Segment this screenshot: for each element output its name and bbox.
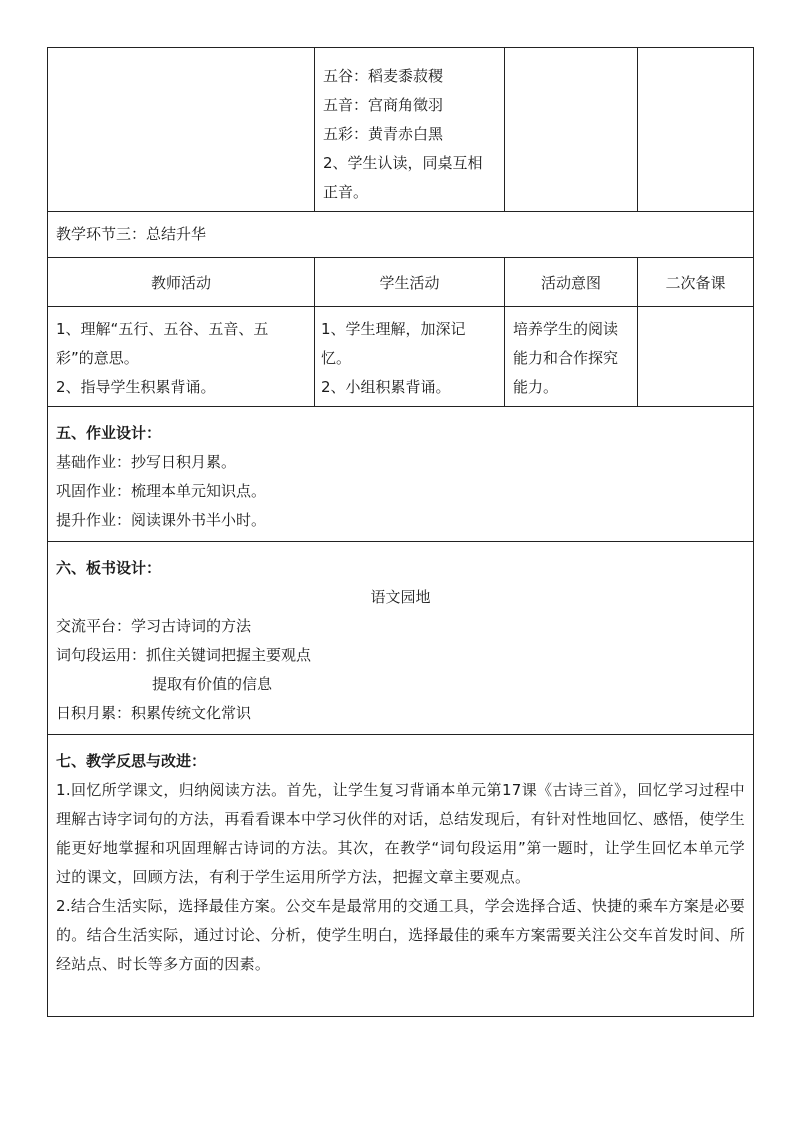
text-line: 词句段运用：抓住关键词把握主要观点 [56,646,312,664]
section-title: 七、教学反思与改进： [56,752,207,770]
lesson-plan-table [47,47,754,1017]
reflection-paragraph: 2.结合生活实际，选择最佳方案。公交车是最常用的交通工具，学会选择合适、快捷的乘车方案是必要的。结合生活实际，通过讨论、分析，使学生明白，选择最佳的乘车方案需要关注公交车首发时间、所经站点、时长等多方面的因素。 [56,897,745,973]
second-prep-cell-empty [638,48,754,212]
stage-title: 教学环节三：总结升华 [56,225,207,243]
homework-row [48,407,754,542]
header-teacher-activity: 教师活动 [48,258,315,307]
text-line: 正音。 [323,183,369,201]
board-design-cell [48,542,754,735]
text-line: 提取有价值的信息 [152,675,273,693]
intent-cell-empty [505,48,638,212]
text-line: 能力和合作探究 [513,349,619,367]
text-line: 巩固作业：梳理本单元知识点。 [56,482,267,500]
teacher-cell-empty [48,48,315,212]
text-line: 彩”的意思。 [56,349,139,367]
text-line: 1、理解“五行、五谷、五音、五 [56,320,269,338]
text-line: 2、学生认读，同桌互相 [323,154,483,172]
reflection-cell [48,735,754,1017]
text-line: 提升作业：阅读课外书半小时。 [56,511,267,529]
text-line: 五音：宫商角徵羽 [323,96,444,114]
lesson-plan-document [47,47,753,1017]
text-line: 2、小组积累背诵。 [321,378,451,396]
text-line: 日积月累：积累传统文化常识 [56,704,252,722]
student-activity-cell [315,48,505,212]
teacher-activity-cell [48,307,315,407]
text-line: 交流平台：学习古诗词的方法 [56,617,252,635]
second-prep-cell-empty [638,307,754,407]
text-line: 培养学生的阅读 [513,320,619,338]
header-activity-intent: 活动意图 [505,258,638,307]
text-line: 2、指导学生积累背诵。 [56,378,216,396]
text-line: 五彩：黄青赤白黑 [323,125,444,143]
text-line: 1、学生理解，加深记 [321,320,466,338]
section-title: 六、板书设计： [56,559,162,577]
table-header-row [48,258,754,307]
stage-title-cell [48,212,754,258]
header-student-activity: 学生活动 [315,258,505,307]
stage-title-row [48,212,754,258]
text-line: 五谷：稻麦黍菽稷 [323,67,444,85]
reflection-paragraph: 1.回忆所学课文，归纳阅读方法。首先，让学生复习背诵本单元第17课《古诗三首》，回忆学习过程中理解古诗字词句的方法，再看看课本中学习伙伴的对话，总结发现后，有针对性地回忆、感悟，使学生能更好地掌握和巩固理解古诗词的方法。其次，在教学“词句段运用”第一题时，让学生回忆本单元学过的课文，回顾方法，有利于学生运用所学方法，把握文章主要观点。 [56,781,745,886]
stage-content-row [48,307,754,407]
section-title: 五、作业设计： [56,424,162,442]
board-design-row [48,542,754,735]
board-heading: 语文园地 [370,588,431,606]
reflection-row [48,735,754,1017]
text-line: 基础作业：抄写日积月累。 [56,453,237,471]
text-line: 忆。 [321,349,352,367]
intent-cell [505,307,638,407]
continuation-row [48,48,754,212]
student-activity-cell [315,307,505,407]
text-line: 能力。 [513,378,559,396]
homework-cell [48,407,754,542]
header-second-prep: 二次备课 [638,258,754,307]
